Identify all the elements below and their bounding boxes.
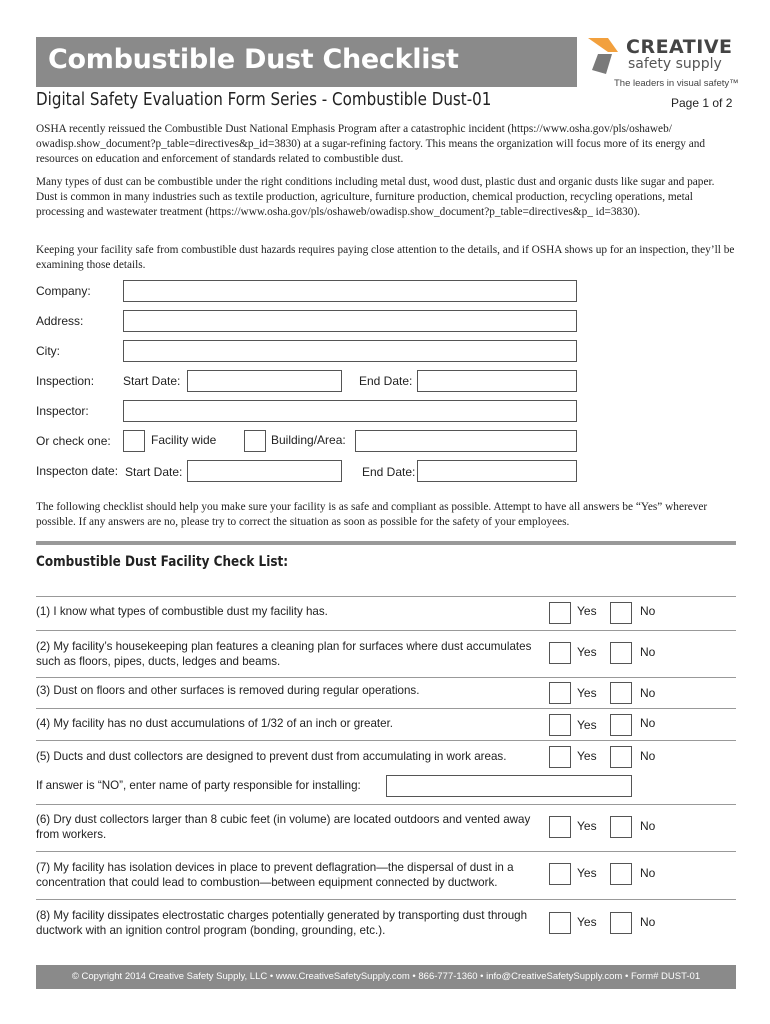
q5-no-checkbox[interactable]	[610, 746, 632, 768]
row-divider	[36, 630, 736, 631]
q2-no-checkbox[interactable]	[610, 642, 632, 664]
row-divider	[36, 899, 736, 900]
q1-no-checkbox[interactable]	[610, 602, 632, 624]
q1-no-label: No	[640, 604, 656, 618]
inspection-date-label: Inspecton date:	[36, 464, 119, 478]
question-1: (1) I know what types of combustible dust my facility has.	[36, 605, 328, 618]
q8-no-checkbox[interactable]	[610, 912, 632, 934]
city-label: City:	[36, 344, 60, 358]
inspection-label: Inspection:	[36, 374, 95, 388]
q6-yes-label: Yes	[577, 819, 597, 833]
inspection-start-date-label: Start Date:	[123, 374, 181, 388]
inspection-date-end-field[interactable]	[417, 460, 577, 482]
city-field[interactable]	[123, 340, 577, 362]
q3-yes-checkbox[interactable]	[549, 682, 571, 704]
q1-yes-checkbox[interactable]	[549, 602, 571, 624]
row-divider	[36, 804, 736, 805]
inspection-date-start-field[interactable]	[187, 460, 342, 482]
company-logo	[586, 34, 739, 94]
building-area-field[interactable]	[355, 430, 577, 452]
q8-no-label: No	[640, 915, 656, 929]
q6-no-label: No	[640, 819, 656, 833]
question-4: (4) My facility has no dust accumulations of 1/32 of an inch or greater.	[36, 717, 394, 730]
inspection-end-date-label: End Date:	[359, 374, 413, 388]
page-number: Page 1 of 2	[671, 96, 733, 110]
row-divider	[36, 596, 736, 597]
facility-wide-checkbox[interactable]	[123, 430, 145, 452]
q3-no-label: No	[640, 686, 656, 700]
q4-yes-label: Yes	[577, 718, 597, 732]
address-field[interactable]	[123, 310, 577, 332]
section-divider	[36, 541, 736, 545]
intro-paragraph-1: OSHA recently reissued the Combustible Dust National Emphasis Program after a catastrophic incident (https://www.osha.gov/pls/oshaweb/ owadisp.show_document?p_table=directives&p_id=3830) at a sugar-refining factory. This means the organization will focus more of its energy and resources on education and enforcement of standards related to combustible dust.	[36, 123, 706, 165]
q5-yes-checkbox[interactable]	[549, 746, 571, 768]
question-7: (7) My facility has isolation devices in place to prevent deflagration—the dispersal of dust in a concentration that could lead to combustion—between equipment connected by ductwork.	[36, 861, 514, 889]
q6-yes-checkbox[interactable]	[549, 816, 571, 838]
check-one-label: Or check one:	[36, 434, 111, 448]
q5-followup-label: If answer is “NO”, enter name of party responsible for installing:	[36, 779, 361, 792]
q4-yes-checkbox[interactable]	[549, 714, 571, 736]
q2-yes-label: Yes	[577, 645, 597, 659]
row-divider	[36, 740, 736, 741]
intro-paragraph-3: Keeping your facility safe from combustible dust hazards requires paying close attention to the details, and if OSHA shows up for an inspection, they’ll be examining those details.	[36, 244, 735, 271]
building-area-checkbox[interactable]	[244, 430, 266, 452]
row-divider	[36, 851, 736, 852]
q3-no-checkbox[interactable]	[610, 682, 632, 704]
q1-yes-label: Yes	[577, 604, 597, 618]
q5-yes-label: Yes	[577, 749, 597, 763]
question-5: (5) Ducts and dust collectors are designed to prevent dust from accumulating in work areas.	[36, 750, 507, 763]
building-area-label: Building/Area:	[271, 433, 346, 447]
logo-icon	[586, 36, 620, 76]
intro-paragraph-2: Many types of dust can be combustible under the right conditions including metal dust, wood dust, plastic dust and organic dusts like sugar and paper. Dust is common in many industries such as textile production, agriculture, furniture production, chemical production, recycling operations, metal processing and wastewater treatment (https://www.osha.gov/pls/oshaweb/owadisp.show_document?p_table=directives&p_ id=3830).	[36, 176, 715, 218]
logo-word-supply: safety supply	[628, 56, 722, 72]
inspection-date-end-label: End Date:	[362, 465, 416, 479]
company-label: Company:	[36, 284, 91, 298]
q2-yes-checkbox[interactable]	[549, 642, 571, 664]
question-8: (8) My facility dissipates electrostatic charges potentially generated by transporting dust through ductwork with an ignition control program (bonding, grounding, etc.).	[36, 909, 528, 937]
q5-no-label: No	[640, 749, 656, 763]
inspection-date-start-label: Start Date:	[125, 465, 183, 479]
company-field[interactable]	[123, 280, 577, 302]
checklist-title: Combustible Dust Facility Check List:	[36, 554, 289, 570]
q7-yes-checkbox[interactable]	[549, 863, 571, 885]
q4-no-label: No	[640, 716, 656, 730]
instructions-note: The following checklist should help you make sure your facility is as safe and compliant as possible. Attempt to have all answers be “Yes” wherever possible. If any answers are no, please try to correct the situation as soon as possible for the safety of your employees.	[36, 501, 708, 528]
q4-no-checkbox[interactable]	[610, 714, 632, 736]
inspection-end-date-field[interactable]	[417, 370, 577, 392]
q7-no-checkbox[interactable]	[610, 863, 632, 885]
q3-yes-label: Yes	[577, 686, 597, 700]
form-title: Combustible Dust Checklist	[48, 44, 459, 75]
question-2: (2) My facility’s housekeeping plan features a cleaning plan for surfaces where dust accumulates such as floors, pipes, ducts, ledges and beams.	[36, 640, 532, 668]
q7-yes-label: Yes	[577, 866, 597, 880]
q5-responsible-party-field[interactable]	[386, 775, 632, 797]
q6-no-checkbox[interactable]	[610, 816, 632, 838]
q8-yes-label: Yes	[577, 915, 597, 929]
row-divider	[36, 708, 736, 709]
inspector-label: Inspector:	[36, 404, 89, 418]
logo-tagline: The leaders in visual safety™	[614, 78, 739, 89]
question-6: (6) Dry dust collectors larger than 8 cubic feet (in volume) are located outdoors and vented away from workers.	[36, 813, 531, 841]
logo-word-creative: CREATIVE	[626, 36, 733, 58]
footer-bar: © Copyright 2014 Creative Safety Supply, LLC • www.CreativeSafetySupply.com • 866-777-1360 • info@CreativeSafetySupply.com • Form# DUST-01	[36, 965, 736, 989]
facility-wide-label: Facility wide	[151, 433, 217, 447]
row-divider	[36, 677, 736, 678]
q8-yes-checkbox[interactable]	[549, 912, 571, 934]
form-subtitle: Digital Safety Evaluation Form Series - Combustible Dust-01	[36, 89, 492, 110]
question-3: (3) Dust on floors and other surfaces is removed during regular operations.	[36, 684, 420, 697]
inspection-start-date-field[interactable]	[187, 370, 342, 392]
q2-no-label: No	[640, 645, 656, 659]
address-label: Address:	[36, 314, 84, 328]
q7-no-label: No	[640, 866, 656, 880]
inspector-field[interactable]	[123, 400, 577, 422]
